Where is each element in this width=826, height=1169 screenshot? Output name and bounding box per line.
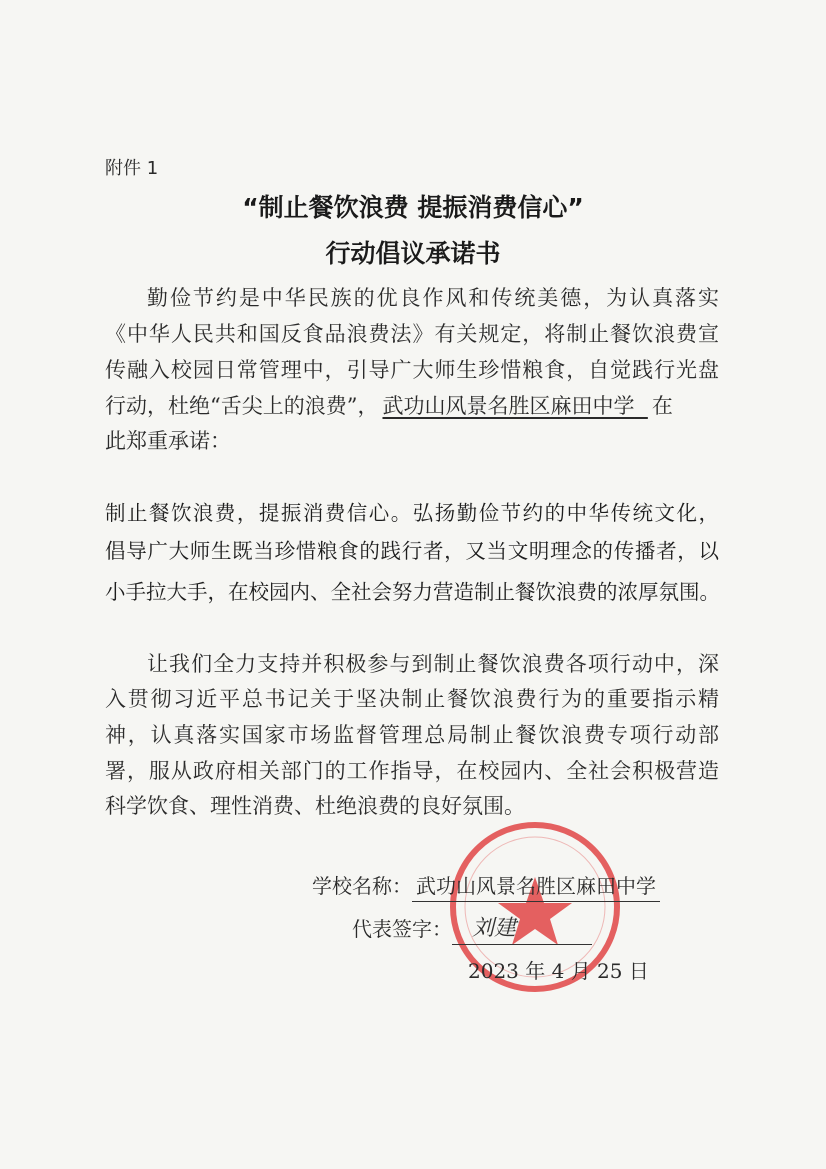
text-line: 神，认真落实国家市场监督管理总局制止餐饮浪费专项行动部 (105, 723, 719, 747)
school-name-value: 武功山风景名胜区麻田中学 (412, 871, 660, 902)
representative-row (352, 914, 592, 946)
attachment-label: 附件 1 (105, 158, 159, 179)
text-line: 小手拉大手，在校园内、全社会努力营造制止餐饮浪费的浓厚氛围。 (105, 580, 720, 604)
school-name-inline: 武功山风景名胜区麻田中学 (382, 394, 635, 418)
text-fragment: 行动，杜绝“舌尖上的浪费”， (105, 394, 379, 418)
text-line: 勤俭节约是中华民族的优良作风和传统美德，为认真落实 (147, 286, 719, 310)
text-line: 科学饮食、理性消费、杜绝浪费的良好氛围。 (105, 794, 525, 818)
signature-date: 2023 年 4 月 25 日 (468, 959, 649, 983)
text-fragment: 在 (651, 394, 673, 418)
representative-label: 代表签字： (352, 917, 452, 941)
handwritten-signature: 刘建 (452, 914, 592, 945)
text-line: 入贯彻习近平总书记关于坚决制止餐饮浪费行为的重要指示精 (105, 687, 719, 711)
school-label: 学校名称： (312, 874, 412, 898)
document-title-line2: 行动倡议承诺书 (325, 239, 501, 268)
text-line: 让我们全力支持并积极参与到制止餐饮浪费各项行动中，深 (147, 652, 719, 676)
text-line: 传融入校园日常管理中，引导广大师生珍惜粮食，自觉践行光盘 (105, 358, 719, 382)
text-line (105, 392, 719, 420)
text-line: 《中华人民共和国反食品浪费法》有关规定，将制止餐饮浪费宣 (105, 322, 719, 346)
text-line: 倡导广大师生既当珍惜粮食的践行者，又当文明理念的传播者，以 (105, 539, 719, 563)
document-title-line1: “制止餐饮浪费 提振消费信心” (242, 193, 584, 222)
text-line: 署，服从政府相关部门的工作指导，在校园内、全社会积极营造 (105, 759, 719, 783)
school-name-row (312, 871, 660, 903)
text-line: 此郑重承诺： (105, 429, 231, 453)
text-line: 制止餐饮浪费，提振消费信心。弘扬勤俭节约的中华传统文化， (105, 501, 719, 525)
